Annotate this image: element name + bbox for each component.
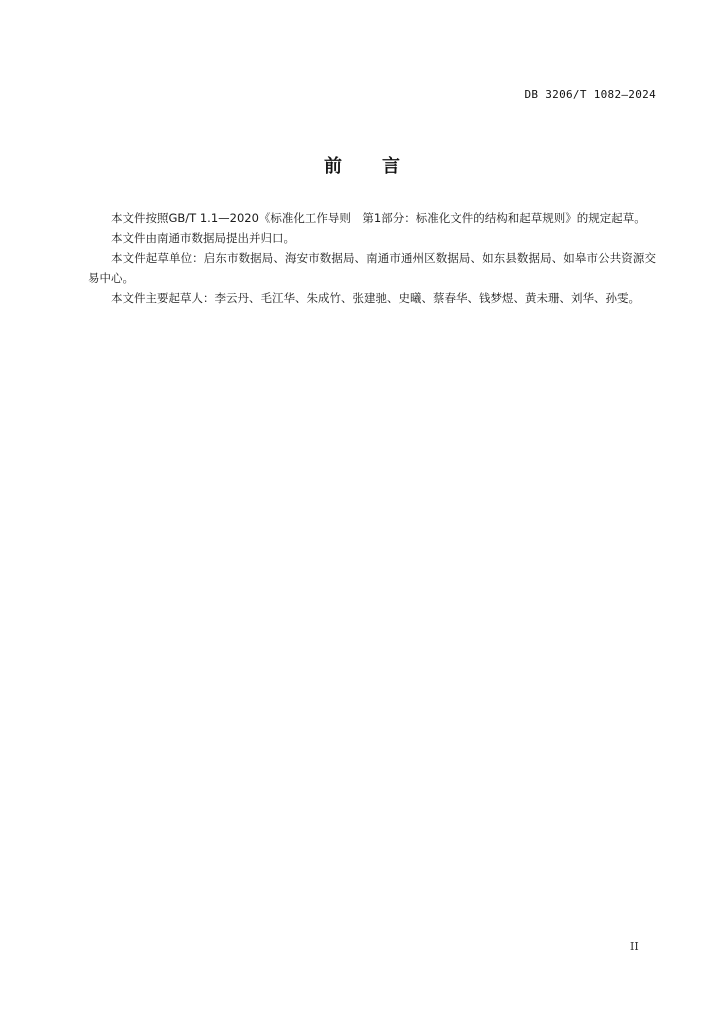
body-text — [88, 208, 656, 308]
paragraph-proposer: 本文件由南通市数据局提出并归口。 — [111, 231, 295, 245]
paragraph-drafting-units: 本文件起草单位：启东市数据局、海安市数据局、南通市通州区数据局、如东县数据局、如皋市公共资源交易中心。 — [88, 251, 656, 285]
paragraph-drafting-rules: 本文件按照GB/T 1.1—2020《标准化工作导则 第1部分：标准化文件的结构和起草规则》的规定起草。 — [111, 211, 646, 225]
section-title: 前言 — [324, 156, 440, 177]
document-code: DB 3206/T 1082—2024 — [524, 88, 656, 101]
page-number: II — [630, 940, 639, 953]
paragraph-drafters: 本文件主要起草人：李云丹、毛江华、朱成竹、张建驰、史曦、蔡春华、钱梦煜、黄未珊、刘华、孙雯。 — [111, 291, 640, 305]
